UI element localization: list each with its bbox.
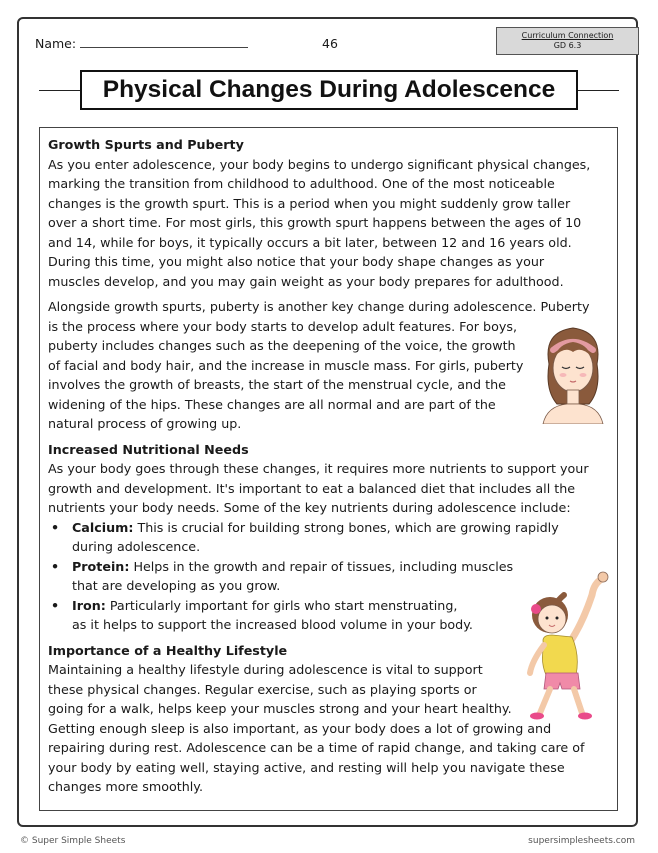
text-line: changes more smoothly. bbox=[48, 779, 203, 794]
text-line: Maintaining a healthy lifestyle during adolescence is vital to support bbox=[48, 662, 483, 677]
text-line: During this time, you might also notice that your body shape changes as your bbox=[48, 254, 545, 269]
footer-website: supersimplesheets.com bbox=[528, 836, 635, 846]
nutrient-term: Protein: bbox=[72, 558, 130, 574]
text-line: and 14, while for boys, it typically occurs a bit later, between 12 and 16 years old. bbox=[48, 234, 572, 250]
girl-face-illustration bbox=[537, 320, 609, 424]
curriculum-connection-label: Curriculum Connection bbox=[521, 31, 614, 40]
text-line: puberty includes changes such as the deepening of the voice, the growth bbox=[48, 338, 516, 353]
curriculum-connection-box bbox=[496, 27, 639, 55]
growth-paragraph-2 bbox=[48, 297, 609, 434]
nutrient-term: Calcium: bbox=[72, 519, 134, 535]
girl-stretching-illustration bbox=[522, 565, 614, 723]
text-line: As your body goes through these changes, it requires more nutrients to support your bbox=[48, 461, 589, 476]
text-line: involves the growth of breasts, the start of the menstrual cycle, and the bbox=[48, 377, 506, 392]
page-number: 46 bbox=[322, 36, 338, 51]
nutrient-desc-cont: that are developing as you grow. bbox=[72, 578, 281, 593]
name-label: Name: bbox=[35, 36, 77, 51]
nutrition-intro bbox=[48, 459, 609, 518]
text-line: Getting enough sleep is also important, as your body does a lot of growing and bbox=[48, 720, 552, 736]
text-line: these physical changes. Regular exercise, such as playing sports or bbox=[48, 681, 477, 697]
text-line: Alongside growth spurts, puberty is another key change during adolescence. Puberty bbox=[48, 299, 590, 314]
section-heading-nutrition: Increased Nutritional Needs bbox=[48, 441, 249, 457]
text-line: changes is the growth spurt. This is a period when you might suddenly grow taller bbox=[48, 195, 571, 211]
name-line bbox=[80, 36, 248, 48]
text-line: is the process where your body starts to develop adult features. For boys, bbox=[48, 318, 518, 334]
text-line: your body by eating well, staying active, and resting will help you navigate these bbox=[48, 759, 565, 775]
text-line: going for a walk, helps keep your muscles strong and your heart healthy. bbox=[48, 701, 512, 716]
text-line: marking the transition from childhood to adulthood. One of the most noticeable bbox=[48, 176, 555, 191]
nutrient-desc: This is crucial for building strong bones, which are growing rapidly bbox=[133, 519, 559, 535]
page-title: Physical Changes During Adolescence bbox=[80, 70, 578, 110]
text-line: repairing during rest. Adolescence can be a time of rapid change, and taking care of bbox=[48, 740, 585, 755]
footer-copyright: © Super Simple Sheets bbox=[20, 836, 126, 846]
text-line: widening of the hips. These changes are all normal and are part of the bbox=[48, 396, 496, 412]
text-line: of facial and body hair, and the increase in muscle mass. For girls, puberty bbox=[48, 357, 524, 373]
nutrient-desc: Helps in the growth and repair of tissues, including muscles bbox=[129, 558, 514, 574]
list-item bbox=[48, 518, 609, 557]
section-heading-lifestyle: Importance of a Healthy Lifestyle bbox=[48, 642, 288, 658]
nutrient-desc: Particularly important for girls who start menstruating, bbox=[105, 597, 458, 613]
nutrient-desc-cont: as it helps to support the increased blood volume in your body. bbox=[72, 617, 473, 632]
text-line: nutrients your body needs. Some of the key nutrients during adolescence include: bbox=[48, 500, 571, 515]
nutrient-desc-cont: during adolescence. bbox=[72, 539, 201, 554]
growth-paragraph-1 bbox=[48, 155, 609, 292]
name-field bbox=[35, 36, 248, 51]
nutrient-term: Iron: bbox=[72, 597, 106, 613]
text-line: growth and development. It's important to eat a balanced diet that includes all the bbox=[48, 480, 576, 496]
text-line: over a short time. For most girls, this growth spurt happens between the ages of 10 bbox=[48, 215, 582, 230]
text-line: natural process of growing up. bbox=[48, 416, 242, 431]
text-line: As you enter adolescence, your body begins to undergo significant physical changes, bbox=[48, 156, 591, 172]
text-line: muscles develop, and you may gain weight as your body prepares for adulthood. bbox=[48, 273, 564, 289]
curriculum-code: GD 6.3 bbox=[553, 41, 582, 50]
section-heading-growth: Growth Spurts and Puberty bbox=[48, 137, 244, 152]
